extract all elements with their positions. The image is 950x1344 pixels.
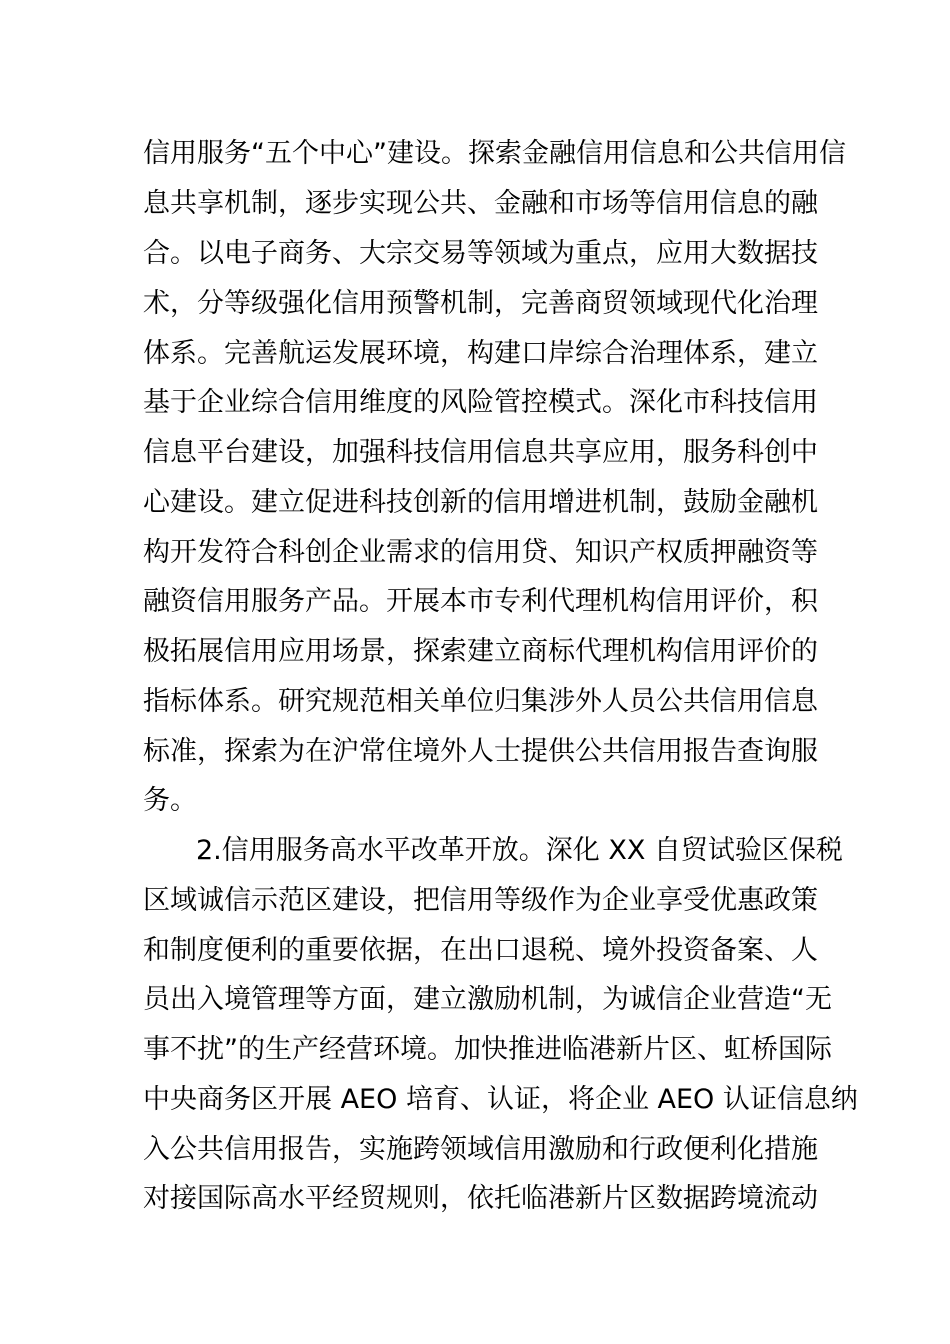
text-line: 入公共信用报告，实施跨领域信用激励和行政便利化措施 xyxy=(143,1134,818,1165)
text-line: 指标体系。研究规范相关单位归集涉外人员公共信用信息 xyxy=(143,686,818,717)
text-line: 务。 xyxy=(143,785,197,816)
text-line: 体系。完善航运发展环境，构建口岸综合治理体系，建立 xyxy=(143,338,818,369)
text-line: 心建设。建立促进科技创新的信用增进机制，鼓励金融机 xyxy=(143,487,818,518)
text-line: 构开发符合科创企业需求的信用贷、知识产权质押融资等 xyxy=(143,537,818,568)
text-line: 员出入境管理等方面，建立激励机制，为诚信企业营造“无 xyxy=(143,984,832,1015)
text-line: 中央商务区开展 AEO 培育、认证，将企业 AEO 认证信息纳 xyxy=(143,1084,858,1115)
paragraph-start-line: 2.信用服务高水平改革开放。深化 XX 自贸试验区保税 xyxy=(196,835,843,866)
text-line: 和制度便利的重要依据，在出口退税、境外投资备案、人 xyxy=(143,935,818,966)
text-line: 事不扰”的生产经营环境。加快推进临港新片区、虹桥国际 xyxy=(143,1034,832,1065)
text-line: 融资信用服务产品。开展本市专利代理机构信用评价，积 xyxy=(143,586,818,617)
text-line: 信息平台建设，加强科技信用信息共享应用，服务科创中 xyxy=(143,437,818,468)
text-line: 区域诚信示范区建设，把信用等级作为企业享受优惠政策 xyxy=(143,885,818,916)
text-line: 对接国际高水平经贸规则，依托临港新片区数据跨境流动 xyxy=(143,1183,818,1214)
text-line: 基于企业综合信用维度的风险管控模式。深化市科技信用 xyxy=(143,387,818,418)
text-line: 息共享机制，逐步实现公共、金融和市场等信用信息的融 xyxy=(143,188,818,219)
text-line: 信用服务“五个中心”建设。探索金融信用信息和公共信用信 xyxy=(143,138,846,169)
text-line: 标准，探索为在沪常住境外人士提供公共信用报告查询服 xyxy=(143,736,818,767)
text-line: 合。以电子商务、大宗交易等领域为重点，应用大数据技 xyxy=(143,238,818,269)
text-line: 极拓展信用应用场景，探索建立商标代理机构信用评价的 xyxy=(143,636,818,667)
text-line: 术，分等级强化信用预警机制，完善商贸领域现代化治理 xyxy=(143,288,818,319)
